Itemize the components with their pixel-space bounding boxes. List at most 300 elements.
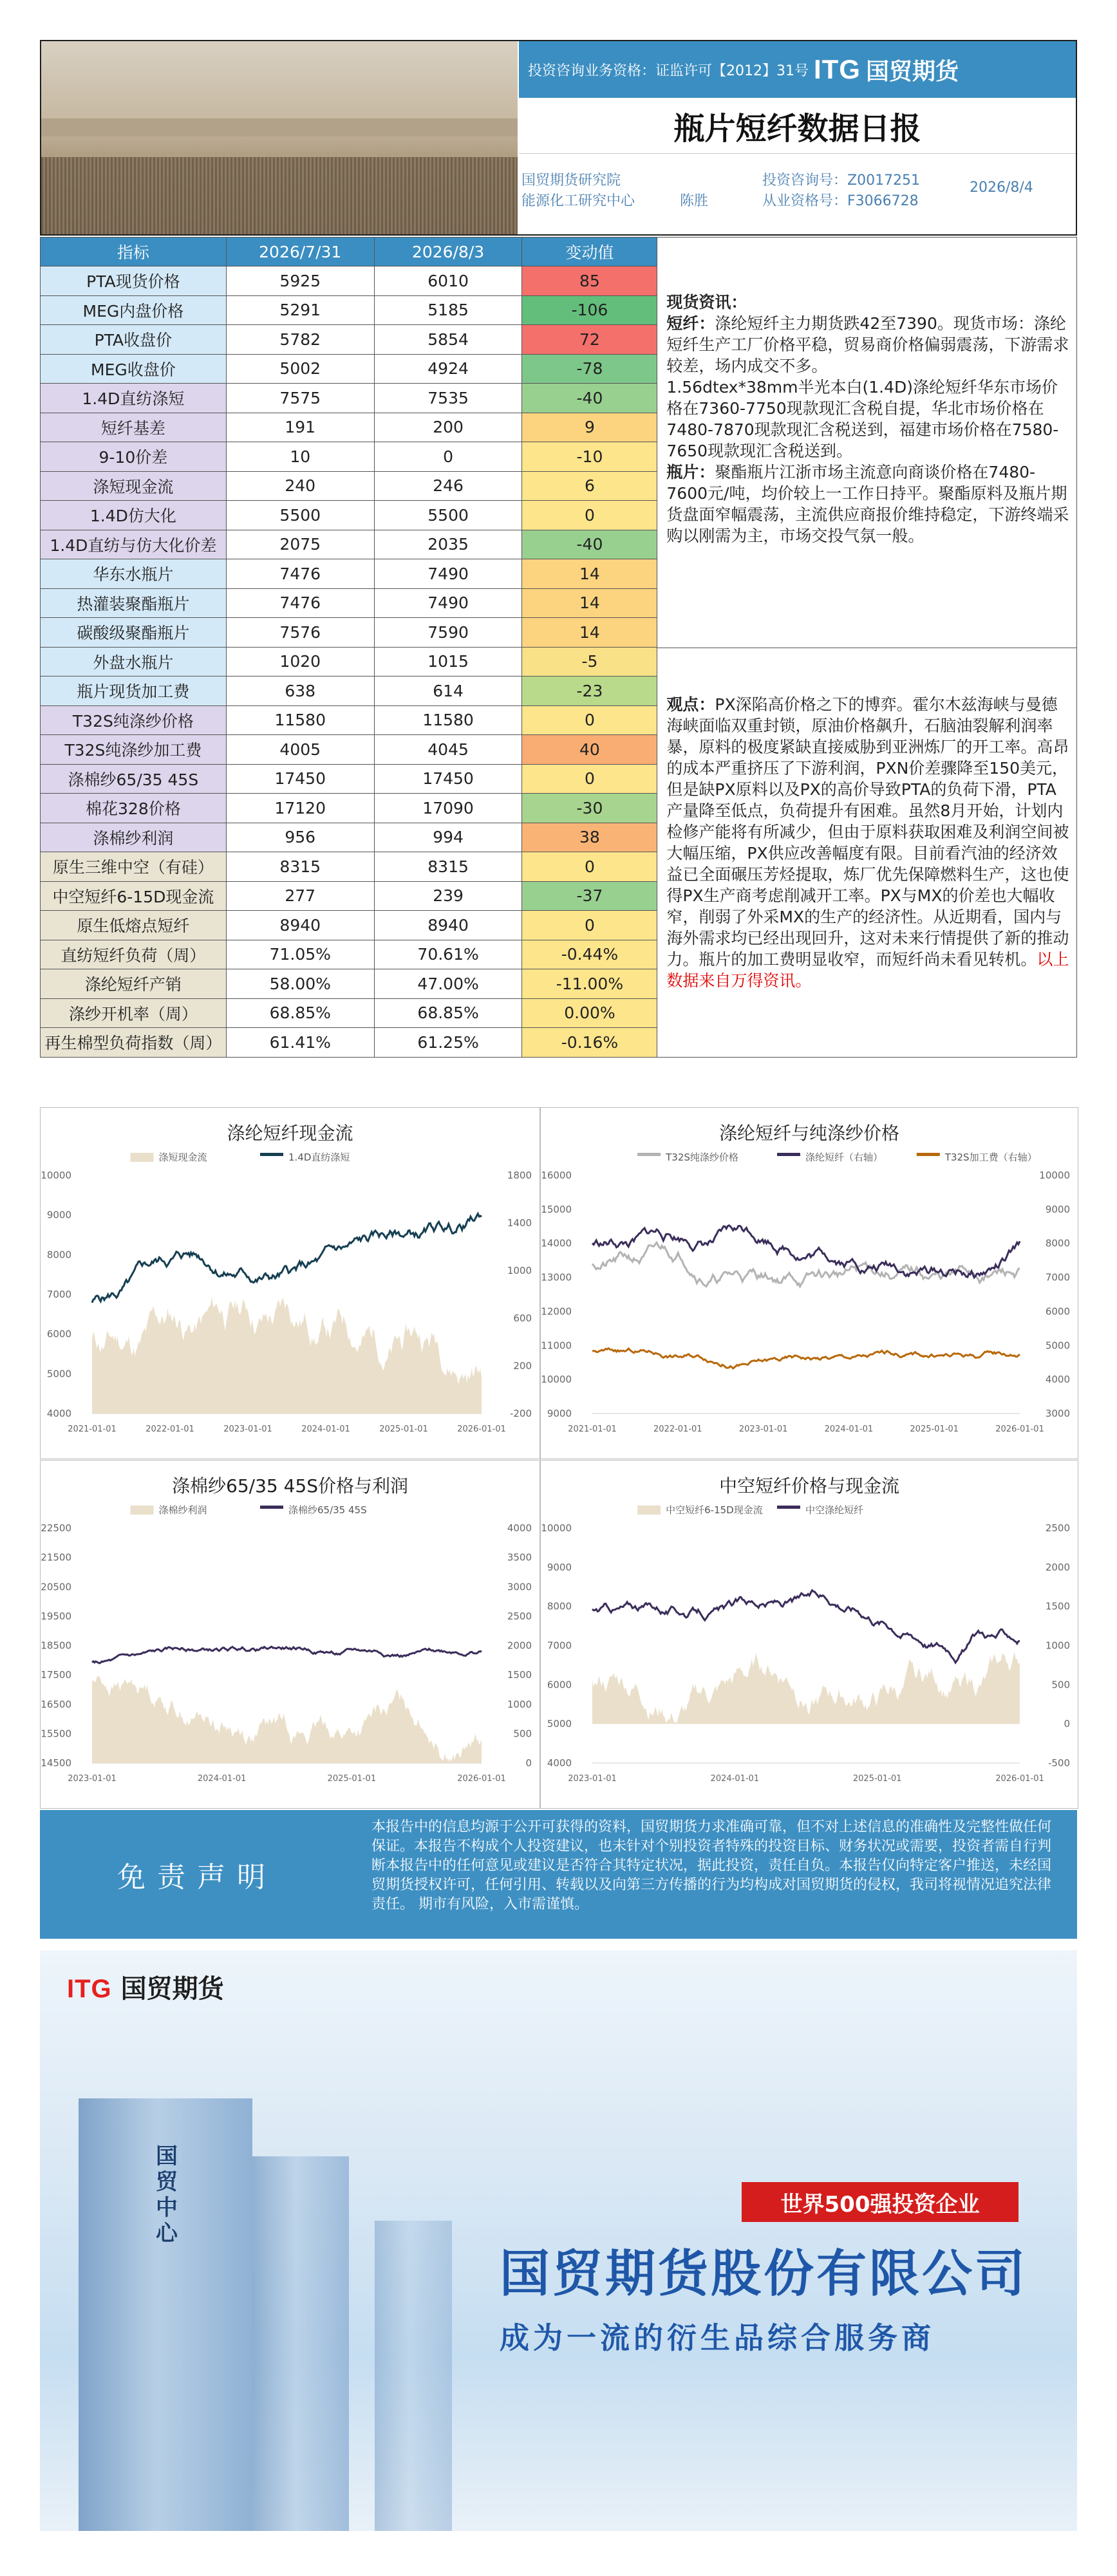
table-row — [41, 325, 657, 355]
y-tick-left: 6000 — [46, 1328, 71, 1340]
row-change: 38 — [522, 823, 657, 852]
y-tick-left: 6000 — [547, 1679, 572, 1691]
row-change: 0 — [522, 852, 657, 882]
row-name: 涤纶短纤产销 — [41, 969, 227, 999]
row-name: MEG收盘价 — [41, 354, 227, 384]
table-row — [41, 881, 657, 911]
row-value-date1: 4005 — [226, 735, 374, 765]
y-tick-right: 3000 — [1045, 1408, 1070, 1419]
dept-name: 能源化工研究中心 — [521, 193, 635, 209]
row-change: 40 — [522, 735, 657, 765]
y-tick-left: 10000 — [41, 1170, 71, 1181]
y-tick-left: 13000 — [541, 1271, 572, 1283]
table-row — [41, 998, 657, 1028]
table-row — [41, 794, 657, 823]
table-row — [41, 1028, 657, 1058]
y-tick-left: 7000 — [547, 1639, 572, 1652]
row-name: 涤棉纱65/35 45S — [41, 764, 227, 794]
y-tick-right: 1000 — [507, 1698, 532, 1710]
legend-label: T32S纯涤纱价格 — [666, 1152, 738, 1163]
y-tick-right: -200 — [509, 1408, 532, 1419]
x-tick: 2024-01-01 — [824, 1424, 874, 1434]
row-value-date1: 7576 — [226, 618, 374, 648]
row-name: 1.4D仿大化 — [41, 501, 227, 530]
company-banner — [40, 1950, 1077, 2531]
row-name: T32S纯涤纱价格 — [41, 705, 227, 735]
row-value-date2: 614 — [374, 677, 522, 706]
y-tick-left: 10000 — [541, 1374, 572, 1386]
row-name: 碳酸级聚酯瓶片 — [41, 618, 227, 648]
chart-title: 中空短纤价格与现金流 — [718, 1475, 899, 1497]
y-tick-left: 8000 — [46, 1249, 71, 1261]
row-name: 涤短现金流 — [41, 471, 227, 501]
legend-marker — [260, 1506, 283, 1509]
row-value-date2: 7535 — [374, 384, 522, 413]
disclaimer-label: 免责声明 — [117, 1861, 277, 1894]
y-tick-left: 17500 — [41, 1669, 71, 1681]
license-text: 投资咨询业务资格：证监许可【2012】31号 — [528, 62, 809, 79]
spot-news-box — [657, 238, 1076, 648]
row-value-date1: 61.41% — [226, 1028, 374, 1058]
row-value-date2: 0 — [374, 442, 522, 472]
building-wing — [252, 2156, 349, 2531]
table-row — [41, 911, 657, 940]
table-row — [41, 764, 657, 794]
y-tick-left: 22500 — [41, 1522, 71, 1534]
col-header-date1: 2026/7/31 — [226, 238, 374, 266]
banner-logo — [67, 1968, 224, 2005]
legend-label: 涤短现金流 — [158, 1152, 207, 1163]
x-tick: 2026-01-01 — [995, 1774, 1044, 1784]
y-tick-left: 9000 — [46, 1209, 71, 1221]
row-change: -5 — [522, 647, 657, 677]
report-page — [40, 40, 1077, 1058]
legend-label: 1.4D直纺涤短 — [288, 1152, 350, 1163]
row-value-date2: 246 — [374, 471, 522, 501]
banner-logo-cn: 国贸期货 — [120, 1974, 224, 2004]
series-processing-fee — [592, 1349, 1020, 1368]
table-row — [41, 354, 657, 384]
y-tick-left: 21500 — [41, 1551, 71, 1563]
y-tick-right: 2000 — [507, 1639, 532, 1652]
row-change: 0 — [522, 911, 657, 940]
row-value-date1: 2075 — [226, 530, 374, 559]
report-header — [40, 40, 1077, 236]
row-change: -0.16% — [522, 1028, 657, 1058]
series-yarn-price — [592, 1242, 1020, 1286]
y-tick-left: 4000 — [46, 1408, 71, 1419]
row-value-date1: 68.85% — [226, 998, 374, 1028]
chart-plot — [41, 1108, 540, 1459]
row-change: 85 — [522, 266, 657, 296]
table-row — [41, 823, 657, 852]
bottle-news: 聚酯瓶片江浙市场主流意向商谈价格在7480-7600元/吨，均价较上一工作日持平。聚酯原料及瓶片期货盘面窄幅震荡，主流供应商报价维持稳定，下游终端采购以刚需为主，市场交投气氛一般。 — [666, 463, 1069, 545]
commentary-panel — [657, 237, 1077, 1058]
y-tick-right: 200 — [513, 1360, 532, 1372]
row-value-date1: 5925 — [226, 266, 374, 296]
row-value-date1: 5002 — [226, 354, 374, 384]
row-change: -37 — [522, 881, 657, 911]
x-tick: 2026-01-01 — [995, 1424, 1044, 1434]
legend-label: 中空涤纶短纤 — [805, 1504, 863, 1516]
report-meta — [519, 154, 1076, 234]
y-tick-left: 5000 — [547, 1718, 572, 1730]
table-row — [41, 940, 657, 969]
row-value-date2: 5185 — [374, 295, 522, 325]
table-row — [41, 384, 657, 413]
col-header-indicator: 指标 — [41, 238, 227, 266]
company-name: 国贸期货股份有限公司 — [500, 2245, 1028, 2303]
series-price-line — [92, 1214, 482, 1303]
report-date: 2026/8/4 — [970, 180, 1033, 196]
y-tick-left: 5000 — [46, 1368, 71, 1380]
y-tick-right: 600 — [513, 1312, 532, 1324]
license-bar — [519, 41, 1076, 98]
row-value-date2: 68.85% — [374, 998, 522, 1028]
table-row — [41, 677, 657, 706]
y-tick-right: 2500 — [1045, 1522, 1070, 1534]
row-value-date2: 4045 — [374, 735, 522, 765]
y-tick-left: 19500 — [41, 1610, 71, 1622]
table-row — [41, 852, 657, 882]
chart-title: 涤纶短纤与纯涤纱价格 — [718, 1123, 899, 1144]
row-value-date1: 1020 — [226, 647, 374, 677]
table-row — [41, 501, 657, 530]
x-tick: 2022-01-01 — [653, 1424, 702, 1434]
chart-4 — [540, 1460, 1078, 1809]
y-tick-right: 9000 — [1045, 1203, 1070, 1215]
y-tick-right: 2500 — [507, 1610, 532, 1622]
row-value-date1: 5500 — [226, 501, 374, 530]
row-value-date2: 6010 — [374, 266, 522, 296]
row-value-date1: 956 — [226, 823, 374, 852]
x-tick: 2021-01-01 — [68, 1424, 117, 1434]
row-value-date1: 8315 — [226, 852, 374, 882]
row-value-date2: 239 — [374, 881, 522, 911]
legend-marker — [131, 1506, 154, 1515]
legend-marker — [637, 1506, 661, 1515]
row-change: 72 — [522, 325, 657, 355]
org-name: 国贸期货研究院 — [521, 173, 621, 189]
table-row — [41, 705, 657, 735]
company-slogan: 成为一流的衍生品综合服务商 — [500, 2320, 935, 2355]
y-tick-right: 8000 — [1045, 1237, 1070, 1249]
row-name: 1.4D直纺与仿大化价差 — [41, 530, 227, 559]
row-value-date2: 7590 — [374, 618, 522, 648]
fortune500-tag: 世界500强投资企业 — [742, 2182, 1018, 2222]
col-header-change: 变动值 — [522, 238, 657, 266]
row-name: 热灌装聚酯瓶片 — [41, 588, 227, 618]
y-tick-right: 7000 — [1045, 1271, 1070, 1283]
row-value-date2: 4924 — [374, 354, 522, 384]
y-tick-right: 1000 — [1045, 1639, 1070, 1652]
legend-label: 涤棉纱利润 — [158, 1504, 207, 1516]
row-name: 原生三维中空（有硅） — [41, 852, 227, 882]
x-tick: 2023-01-01 — [568, 1774, 617, 1784]
series-hollow-price-line — [592, 1591, 1020, 1663]
row-name: MEG内盘价格 — [41, 295, 227, 325]
row-value-date1: 17450 — [226, 764, 374, 794]
series-cashflow-area — [92, 1297, 482, 1414]
row-name: 涤棉纱利润 — [41, 823, 227, 852]
table-row — [41, 618, 657, 648]
y-tick-right: -500 — [1047, 1757, 1070, 1769]
row-change: -23 — [522, 677, 657, 706]
row-name: 棉花328价格 — [41, 794, 227, 823]
y-tick-left: 9000 — [547, 1561, 572, 1573]
y-tick-left: 14000 — [541, 1237, 572, 1249]
row-name: 再生棉型负荷指数（周） — [41, 1028, 227, 1058]
row-change: -30 — [522, 794, 657, 823]
table-row — [41, 442, 657, 472]
y-tick-right: 1500 — [507, 1669, 532, 1681]
itg-logo: ITG — [813, 54, 861, 84]
row-value-date2: 200 — [374, 413, 522, 442]
table-row — [41, 969, 657, 999]
chart-3 — [40, 1460, 540, 1809]
x-tick: 2025-01-01 — [327, 1774, 377, 1784]
x-tick: 2024-01-01 — [710, 1774, 760, 1784]
pf-price-news: 1.56dtex*38mm半光本白(1.4D)涤纶短纤华东市场价格在7360-7750现款现汇含税自提，华北市场价格在7480-7870现款现汇含税送到，福建市场价格在7580-7650现款现汇含税送到。 — [666, 378, 1059, 460]
y-tick-left: 15000 — [541, 1203, 572, 1215]
indicator-table — [40, 237, 657, 1058]
table-row — [41, 266, 657, 296]
row-change: -40 — [522, 384, 657, 413]
building-side — [375, 2221, 452, 2531]
chart-2 — [540, 1107, 1078, 1459]
x-tick: 2024-01-01 — [301, 1424, 350, 1434]
row-name: 短纤基差 — [41, 413, 227, 442]
series-yarn-line — [92, 1647, 482, 1663]
y-tick-right: 2000 — [1045, 1561, 1070, 1573]
row-name: PTA现货价格 — [41, 266, 227, 296]
row-change: 14 — [522, 559, 657, 589]
x-tick: 2026-01-01 — [457, 1424, 506, 1434]
row-value-date1: 191 — [226, 413, 374, 442]
row-value-date1: 638 — [226, 677, 374, 706]
building-sign: 国贸中心 — [156, 2143, 178, 2246]
legend-label: 涤棉纱65/35 45S — [288, 1504, 367, 1516]
row-name: 涤纱开机率（周） — [41, 998, 227, 1028]
y-tick-right: 1400 — [507, 1217, 532, 1229]
row-change: -40 — [522, 530, 657, 559]
x-tick: 2023-01-01 — [68, 1774, 117, 1784]
row-value-date2: 5854 — [374, 325, 522, 355]
view-text: PX深陷高价格之下的博弈。霍尔木兹海峡与曼德海峡面临双重封锁，原油价格飙升，石脑油裂解利润率暴，原料的极度紧缺直接威胁到亚洲炼厂的开工率。高昂的成本严重挤压了下游利润，PXN价差骤降至150美元，但是缺PX原料以及PX的高价导致PTA的负荷下滑，PTA产量降至低点，负荷提升有困难。虽然8月开始，计划内检修产能将有所减少，但由于原料获取困难及利润空间被大幅压缩，PX供应改善幅度有限。目前看汽油的经济效益已全面碾压芳烃提取，炼厂优先保障燃料生产，这也使得PX生产商考虑削减开工率。PX与MX的价差也大幅收窄，削弱了外采MX的生产的经济性。从近期看，国内与海外需求均已经出现回升，这对未来行情提供了新的推动力。瓶片的加工费明显收窄，而短纤尚未看见转机。 — [666, 695, 1069, 969]
col-header-date2: 2026/8/3 — [374, 238, 522, 266]
y-tick-left: 9000 — [547, 1408, 572, 1419]
row-value-date1: 277 — [226, 881, 374, 911]
legend-marker — [260, 1153, 283, 1156]
y-tick-right: 0 — [1064, 1718, 1070, 1730]
y-tick-right: 3000 — [507, 1581, 532, 1593]
view-label: 观点： — [666, 695, 715, 714]
row-value-date2: 70.61% — [374, 940, 522, 969]
row-name: 华东水瓶片 — [41, 559, 227, 589]
legend-marker — [777, 1153, 800, 1156]
chart-plot — [541, 1108, 1078, 1459]
legend-marker — [637, 1153, 661, 1156]
table-row — [41, 295, 657, 325]
row-name: PTA收盘价 — [41, 325, 227, 355]
y-tick-right: 10000 — [1039, 1170, 1070, 1181]
chart-1 — [40, 1107, 540, 1459]
y-tick-right: 3500 — [507, 1551, 532, 1563]
row-change: 0 — [522, 705, 657, 735]
row-value-date1: 7476 — [226, 588, 374, 618]
loom-photo — [41, 41, 518, 234]
y-tick-left: 14500 — [41, 1757, 71, 1769]
table-row — [41, 647, 657, 677]
row-value-date2: 5500 — [374, 501, 522, 530]
y-tick-right: 5000 — [1045, 1339, 1070, 1352]
y-tick-left: 15500 — [41, 1728, 71, 1740]
y-tick-right: 4000 — [507, 1522, 532, 1534]
row-change: 14 — [522, 588, 657, 618]
pf-news: 涤纶短纤主力期货跌42至7390。现货市场：涤纶短纤生产工厂价格平稳，贸易商价格偏弱震荡，下游需求较差，场内成交不多。 — [666, 314, 1069, 375]
data-section — [40, 237, 1077, 1058]
chart-title: 涤纶短纤现金流 — [227, 1123, 353, 1144]
row-name: 9-10价差 — [41, 442, 227, 472]
view-box — [657, 649, 1076, 1057]
row-value-date1: 71.05% — [226, 940, 374, 969]
row-value-date1: 7575 — [226, 384, 374, 413]
row-name: 瓶片现货加工费 — [41, 677, 227, 706]
legend-label: 涤纶短纤（右轴） — [805, 1152, 883, 1163]
row-name: 原生低熔点短纤 — [41, 911, 227, 940]
row-change: 0.00% — [522, 998, 657, 1028]
legend-marker — [131, 1153, 154, 1162]
row-change: -106 — [522, 295, 657, 325]
x-tick: 2023-01-01 — [738, 1424, 788, 1434]
row-change: -0.44% — [522, 940, 657, 969]
y-tick-left: 16500 — [41, 1698, 71, 1710]
row-value-date2: 7490 — [374, 559, 522, 589]
y-tick-left: 16000 — [541, 1170, 572, 1181]
row-value-date1: 5782 — [226, 325, 374, 355]
row-change: -78 — [522, 354, 657, 384]
y-tick-left: 7000 — [46, 1289, 71, 1300]
row-value-date2: 47.00% — [374, 969, 522, 999]
row-value-date2: 17450 — [374, 764, 522, 794]
y-tick-left: 10000 — [541, 1522, 572, 1534]
y-tick-right: 4000 — [1045, 1374, 1070, 1386]
table-row — [41, 559, 657, 589]
y-tick-right: 1500 — [1045, 1600, 1070, 1612]
banner-logo-en: ITG — [67, 1975, 112, 2003]
row-name: 直纺短纤负荷（周） — [41, 940, 227, 969]
y-tick-right: 6000 — [1045, 1305, 1070, 1318]
y-tick-left: 12000 — [541, 1305, 572, 1318]
y-tick-left: 11000 — [541, 1339, 572, 1352]
row-value-date1: 58.00% — [226, 969, 374, 999]
table-row — [41, 413, 657, 442]
row-value-date2: 8315 — [374, 852, 522, 882]
row-value-date1: 7476 — [226, 559, 374, 589]
table-row — [41, 530, 657, 559]
row-change: 14 — [522, 618, 657, 648]
legend-marker — [777, 1506, 800, 1509]
y-tick-right: 1000 — [507, 1265, 532, 1276]
x-tick: 2022-01-01 — [145, 1424, 194, 1434]
y-tick-right: 500 — [513, 1728, 532, 1740]
chart-title: 涤棉纱65/35 45S价格与利润 — [172, 1475, 408, 1497]
consult-number: 投资咨询号：Z0017251 — [762, 173, 921, 189]
row-change: -10 — [522, 442, 657, 472]
row-change: 0 — [522, 764, 657, 794]
row-name: T32S纯涤纱加工费 — [41, 735, 227, 765]
report-title: 瓶片短纤数据日报 — [519, 98, 1076, 154]
disclaimer-text: 本报告中的信息均源于公开可获得的资料，国贸期货力求准确可靠，但不对上述信息的准确性及完整性做任何保证。本报告不构成个人投资建议，也未针对个别投资者特殊的投资目标、财务状况或需要，投资者需自行判断本报告中的任何意见或建议是否符合其特定状况，据此投资，责任自负。本报告仅向特定客户推送，未经国贸期货授权许可，任何引用、转载以及向第三方传播的行为均构成对国贸期货的侵权，我司将视情况追究法律责任。 期市有风险，入市需谨慎。 — [371, 1819, 1052, 1912]
table-header-row — [41, 238, 657, 266]
x-tick: 2024-01-01 — [197, 1774, 247, 1784]
row-value-date1: 8940 — [226, 911, 374, 940]
y-tick-left: 18500 — [41, 1639, 71, 1652]
row-value-date1: 11580 — [226, 705, 374, 735]
x-tick: 2025-01-01 — [910, 1424, 959, 1434]
bottle-label: 瓶片： — [666, 463, 715, 481]
table-row — [41, 471, 657, 501]
series-profit-area — [92, 1676, 482, 1763]
practice-number: 从业资格号：F3066728 — [762, 193, 919, 209]
row-change: 6 — [522, 471, 657, 501]
row-name: 1.4D直纺涤短 — [41, 384, 227, 413]
table-row — [41, 735, 657, 765]
row-value-date1: 5291 — [226, 295, 374, 325]
row-value-date2: 7490 — [374, 588, 522, 618]
row-value-date2: 994 — [374, 823, 522, 852]
row-change: 9 — [522, 413, 657, 442]
y-tick-left: 4000 — [547, 1757, 572, 1769]
row-value-date2: 17090 — [374, 794, 522, 823]
analyst-name: 陈胜 — [680, 193, 709, 209]
row-change: 0 — [522, 501, 657, 530]
x-tick: 2025-01-01 — [852, 1774, 902, 1784]
row-value-date2: 1015 — [374, 647, 522, 677]
y-tick-right: 0 — [525, 1757, 532, 1769]
row-value-date2: 61.25% — [374, 1028, 522, 1058]
y-tick-right: 500 — [1051, 1679, 1070, 1691]
spot-title: 现货资讯： — [666, 293, 747, 312]
row-name: 外盘水瓶片 — [41, 647, 227, 677]
row-name: 中空短纤6-15D现金流 — [41, 881, 227, 911]
company-logo-text: 国贸期货 — [865, 58, 959, 85]
row-value-date2: 11580 — [374, 705, 522, 735]
x-tick: 2025-01-01 — [379, 1424, 428, 1434]
row-value-date2: 2035 — [374, 530, 522, 559]
x-tick: 2023-01-01 — [223, 1424, 272, 1434]
chart-plot — [541, 1461, 1078, 1808]
row-value-date1: 240 — [226, 471, 374, 501]
legend-label: T32S加工费（右轴） — [944, 1152, 1037, 1163]
chart-plot — [41, 1461, 540, 1808]
data-source-note: 以上数据来自万得资讯。 — [666, 950, 1069, 990]
pf-label: 短纤： — [666, 314, 715, 333]
x-tick: 2021-01-01 — [568, 1424, 617, 1434]
x-tick: 2026-01-01 — [457, 1774, 506, 1784]
row-value-date1: 17120 — [226, 794, 374, 823]
y-tick-left: 8000 — [547, 1600, 572, 1612]
y-tick-left: 20500 — [41, 1581, 71, 1593]
legend-marker — [917, 1153, 940, 1156]
row-value-date2: 8940 — [374, 911, 522, 940]
row-value-date1: 10 — [226, 442, 374, 472]
disclaimer-section — [40, 1810, 1077, 1939]
legend-label: 中空短纤6-15D现金流 — [666, 1504, 763, 1516]
table-row — [41, 588, 657, 618]
y-tick-right: 1800 — [507, 1170, 532, 1181]
row-change: -11.00% — [522, 969, 657, 999]
